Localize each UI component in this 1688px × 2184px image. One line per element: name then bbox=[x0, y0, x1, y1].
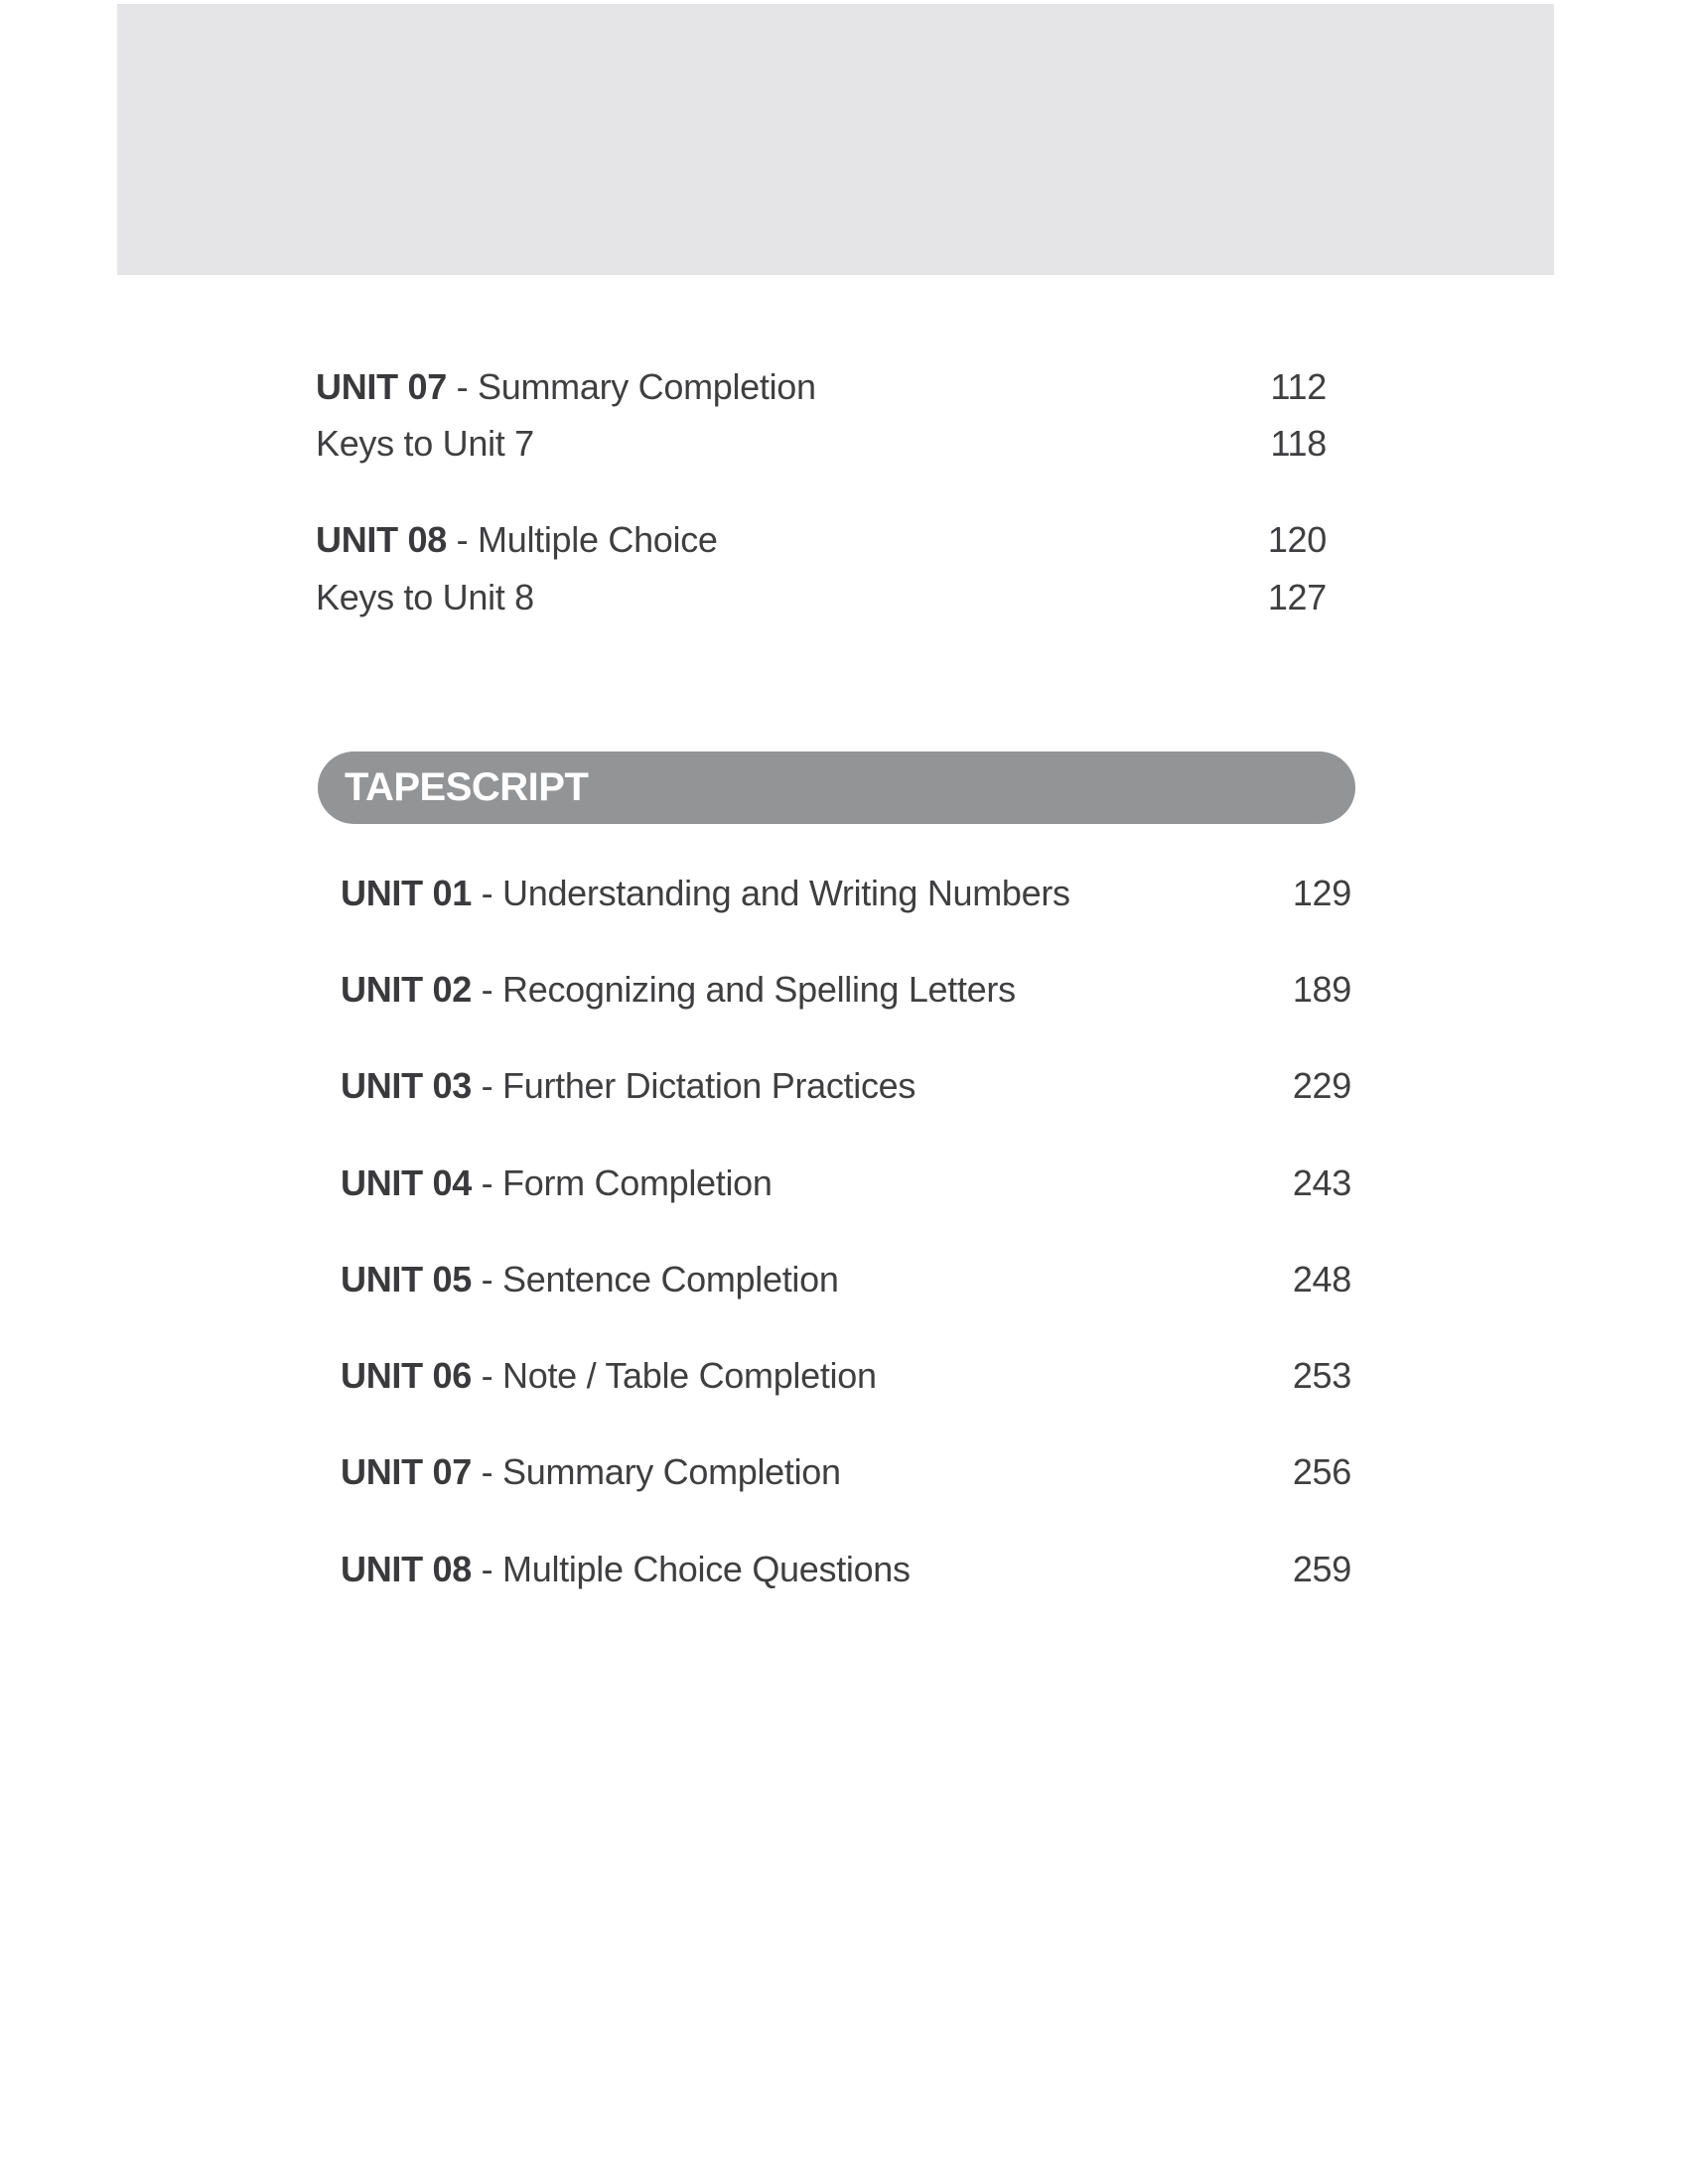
toc-entry-text bbox=[341, 1258, 839, 1301]
toc-entry-unit-08[interactable] bbox=[316, 518, 1327, 562]
page-number: 189 bbox=[1292, 969, 1351, 1010]
unit-title: Summary Completion bbox=[478, 366, 816, 407]
unit-label: UNIT 07 bbox=[341, 1451, 472, 1492]
tapescript-entry-unit-08[interactable] bbox=[341, 1548, 1351, 1591]
unit-label: UNIT 07 bbox=[316, 366, 447, 407]
unit-label: UNIT 02 bbox=[341, 969, 472, 1010]
tapescript-entry-unit-05[interactable] bbox=[341, 1258, 1351, 1301]
separator: - bbox=[471, 1162, 503, 1203]
separator: - bbox=[471, 1549, 503, 1589]
unit-title: Note / Table Completion bbox=[502, 1355, 877, 1396]
toc-entry-text bbox=[341, 968, 1016, 1012]
separator: - bbox=[471, 873, 503, 913]
tapescript-section-header bbox=[318, 751, 1355, 824]
header-banner bbox=[117, 4, 1554, 275]
unit-title: Summary Completion bbox=[502, 1451, 841, 1492]
tapescript-entry-unit-07[interactable] bbox=[341, 1450, 1351, 1494]
unit-title: Recognizing and Spelling Letters bbox=[502, 969, 1016, 1010]
page-number: 256 bbox=[1292, 1451, 1351, 1492]
page-number: 253 bbox=[1292, 1355, 1351, 1396]
toc-entry-text bbox=[341, 1354, 877, 1398]
unit-title: Multiple Choice Questions bbox=[502, 1549, 911, 1589]
unit-title: Sentence Completion bbox=[502, 1259, 839, 1299]
toc-entry-text bbox=[316, 365, 816, 409]
section-heading: TAPESCRIPT bbox=[345, 765, 589, 809]
tapescript-entry-unit-01[interactable] bbox=[341, 872, 1351, 915]
unit-label: UNIT 03 bbox=[341, 1065, 472, 1106]
page-number: 118 bbox=[1270, 423, 1327, 464]
unit-title: Keys to Unit 7 bbox=[316, 423, 534, 464]
tapescript-entry-unit-03[interactable] bbox=[341, 1064, 1351, 1108]
page-number: 248 bbox=[1292, 1259, 1351, 1299]
page-number: 120 bbox=[1267, 519, 1327, 560]
unit-label: UNIT 08 bbox=[341, 1549, 472, 1589]
page-number: 127 bbox=[1267, 577, 1327, 617]
separator: - bbox=[471, 1355, 503, 1396]
unit-title: Understanding and Writing Numbers bbox=[502, 873, 1070, 913]
toc-entry-keys-unit-8[interactable] bbox=[316, 576, 1327, 619]
tapescript-entry-unit-06[interactable] bbox=[341, 1354, 1351, 1398]
toc-entry-unit-07[interactable] bbox=[316, 365, 1327, 409]
toc-entry-text bbox=[341, 872, 1070, 915]
unit-title: Multiple Choice bbox=[478, 519, 718, 560]
separator: - bbox=[446, 519, 479, 560]
toc-entry-text bbox=[341, 1548, 911, 1591]
unit-label: UNIT 04 bbox=[341, 1162, 472, 1203]
toc-entry-text bbox=[341, 1064, 915, 1108]
separator: - bbox=[471, 969, 503, 1010]
separator: - bbox=[471, 1451, 503, 1492]
toc-entry-text bbox=[341, 1450, 841, 1494]
unit-title: Form Completion bbox=[502, 1162, 773, 1203]
unit-title: Further Dictation Practices bbox=[502, 1065, 916, 1106]
tapescript-entry-unit-04[interactable] bbox=[341, 1161, 1351, 1205]
separator: - bbox=[471, 1065, 503, 1106]
unit-label: UNIT 08 bbox=[316, 519, 447, 560]
page-number: 243 bbox=[1292, 1162, 1351, 1203]
unit-label: UNIT 05 bbox=[341, 1259, 472, 1299]
page-number: 112 bbox=[1270, 366, 1327, 407]
page-number: 259 bbox=[1292, 1549, 1351, 1589]
toc-entry-keys-unit-7[interactable] bbox=[316, 422, 1327, 466]
page-number: 129 bbox=[1292, 873, 1351, 913]
unit-label: UNIT 01 bbox=[341, 873, 472, 913]
tapescript-entry-unit-02[interactable] bbox=[341, 968, 1351, 1012]
separator: - bbox=[471, 1259, 503, 1299]
unit-label: UNIT 06 bbox=[341, 1355, 472, 1396]
page-number: 229 bbox=[1292, 1065, 1351, 1106]
toc-entry-text bbox=[341, 1161, 773, 1205]
separator: - bbox=[446, 366, 479, 407]
unit-title: Keys to Unit 8 bbox=[316, 577, 534, 617]
toc-entry-text bbox=[316, 518, 718, 562]
